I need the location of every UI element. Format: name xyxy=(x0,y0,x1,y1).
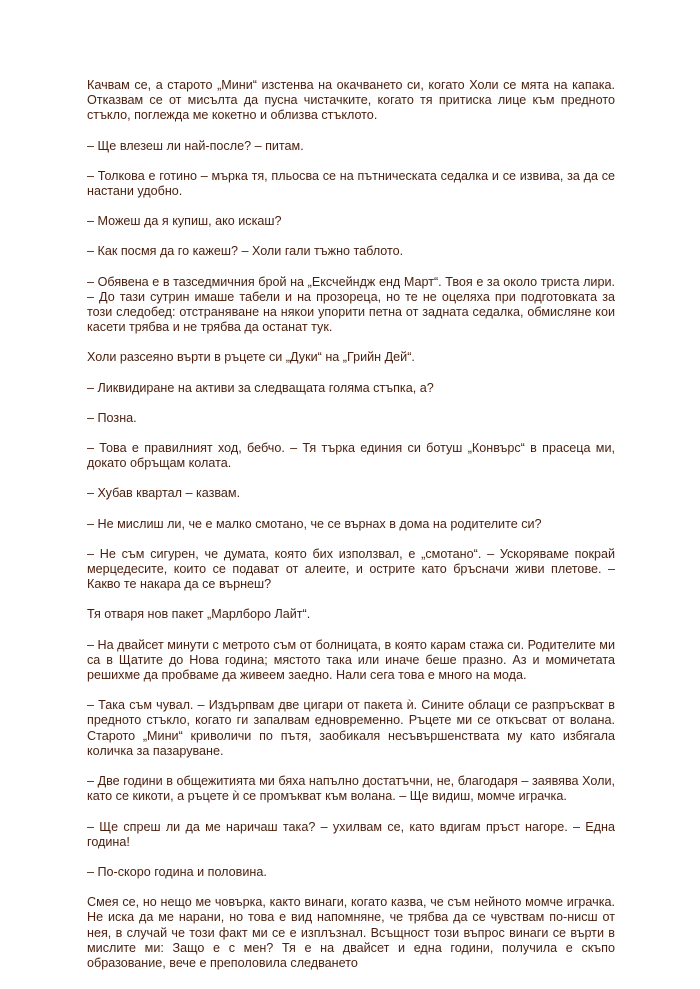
paragraph: – Хубав квартал – казвам. xyxy=(87,486,241,501)
paragraph: – Това е правилният ход, бебчо. – Тя търка единия си ботуш „Конвърс“ в прасеца ми, докато обръщам колата. xyxy=(87,441,615,471)
paragraph: – Ще влезеш ли най-после? – питам. xyxy=(87,138,304,153)
paragraph: – Не съм сигурен, че думата, която бих използвал, е „смотано“. – Ускоряваме покрай мерцедесите, които се подават от алеите, и острите като бръсначи живи плетове. – Какво те накара да се върнеш? xyxy=(87,546,615,592)
paragraph: – Ликвидиране на активи за следващата голяма стъпка, а? xyxy=(87,380,434,395)
paragraph: – На двайсет минути с метрото съм от болницата, в която карам стажа си. Родителите ми са в Щатите до Нова година; мястото така или иначе беше празно. Аз и момичетата решихме да пробваме да живеем заедно. Нали сега това е много на мода. xyxy=(87,637,615,683)
paragraph: – Позна. xyxy=(87,410,137,425)
paragraph: – Така съм чувал. – Издърпвам две цигари от пакета ѝ. Сините облаци се разпръскват в предното стъкло, когато ги запалвам едновременно. Ръцете ми се откъсват от волана. Старото „Мини“ криволичи по пътя, заобикаля несъвършенствата му като избягала количка за пазаруване. xyxy=(87,698,615,758)
paragraph: – Обявена е в тазседмичния брой на „Ексчейндж енд Март“. Твоя е за около триста лири. – До тази сутрин имаше табели и на прозореца, но те не оцеляха при подготовката за този следобед: отстраняване на някои упорити петна от задната седалка, обмисляне кои касети трябва и не трябва да останат тук. xyxy=(87,274,615,335)
paragraph: Тя отваря нов пакет „Марлборо Лайт“. xyxy=(87,607,311,622)
paragraph: Смея се, но нещо ме човърка, както винаги, когато казва, че съм нейното момче играчка. Не иска да ме нарани, но това е вид напомняне, че трябва да се чувствам по-нисш от нея, в случай че този факт ми се е изплъзнал. Всъщност този въпрос винаги се върти в мислите ми: Защо е с мен? Тя е на двайсет и една години, получила е скъпо образование, вече е преполовила следването xyxy=(87,895,615,970)
paragraph: – Толкова е готино – мърка тя, пльосва се на пътническата седалка и се извива, за да се настани удобно. xyxy=(87,168,615,199)
document-body xyxy=(87,78,615,971)
paragraph: – Можеш да я купиш, ако искаш? xyxy=(87,214,282,229)
paragraph: Качвам се, а старото „Мини“ изстенва на окачването си, когато Холи се мята на капака. Отказвам се от мисълта да пусна чистачките, когато тя притиска лице към предното стъкло, поглежда ме кокетно и облизва стъклото. xyxy=(87,78,615,123)
paragraph: – Ще спреш ли да ме наричаш така? – ухилвам се, като вдигам пръст нагоре. – Една година! xyxy=(87,819,615,849)
paragraph: Холи разсеяно върти в ръцете си „Дуки“ на „Грийн Дей“. xyxy=(87,350,415,365)
paragraph: – Как посмя да го кажеш? – Холи гали тъжно таблото. xyxy=(87,244,404,259)
paragraph: – По-скоро година и половина. xyxy=(87,864,267,879)
paragraph: – Не мислиш ли, че е малко смотано, че се върнах в дома на родителите си? xyxy=(87,516,542,531)
paragraph: – Две години в общежитията ми бяха напълно достатъчни, не, благодаря – заявява Холи, като се кикоти, а ръцете ѝ се промъкват към волана. – Ще видиш, момче играчка. xyxy=(87,774,615,804)
